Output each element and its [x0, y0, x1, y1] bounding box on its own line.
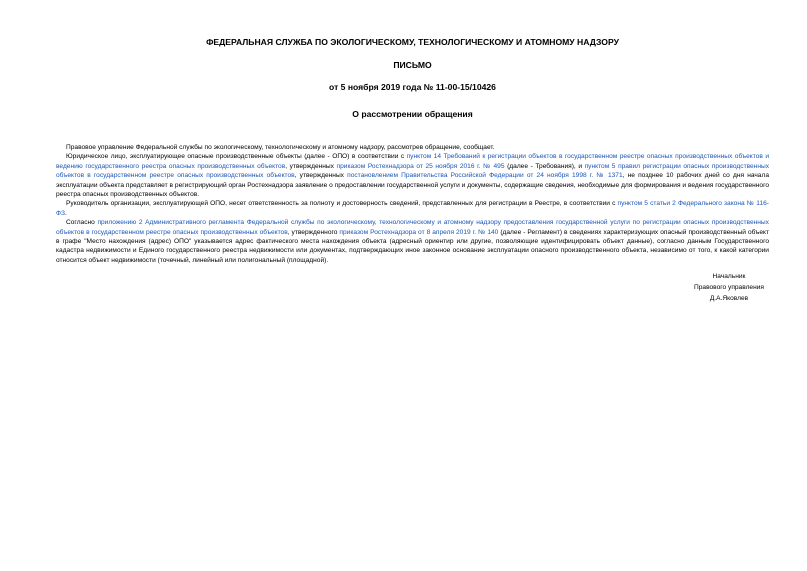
- paragraph-2: [56, 152, 769, 199]
- signature-title: Начальник: [712, 273, 746, 281]
- text: , утвержденных: [294, 172, 348, 180]
- link-resolution-1371[interactable]: постановлением Правительства Российской Федерации от 24 ноября 1998 г. № 1371: [347, 172, 623, 180]
- signature-block: [689, 271, 769, 304]
- text: Юридическое лицо, эксплуатирующее опасные производственные объекты (далее - ОПО) в соответствии с: [66, 153, 407, 161]
- signature-name: Д.А.Яковлев: [709, 295, 749, 303]
- text: (далее - Требования), и: [504, 162, 585, 170]
- signature-department: Правового управления: [694, 284, 764, 292]
- link-order-495[interactable]: приказом Ростехнадзора от 25 ноября 2016 г. № 495: [336, 162, 505, 170]
- document-subject: О рассмотрении обращения: [352, 109, 473, 119]
- link-regulation-annex2[interactable]: приложению 2 Административного регламента Федеральной службы по экологическому, технологическому и атомному надзору предоставления государственной услуги по регистрации опасных производственных объектов в государственном реестре опасных производственных объектов: [56, 219, 769, 236]
- text: , утвержденного: [287, 228, 340, 236]
- link-rules-p5[interactable]: пунктом 5 правил регистрации опасных производственных объектов в государственном реестре опасных производственных объектов: [56, 162, 769, 180]
- paragraph-1: Правовое управление Федеральной службы по экологическому, технологическому и атомному надзору, рассмотрев обращение, сообщает.: [66, 144, 495, 151]
- text: Руководитель организации, эксплуатирующей ОПО, несет ответственность за полноту и достоверность сведений, представленных для регистрации в Реестре, в соответствии с: [66, 200, 618, 208]
- text: .: [65, 209, 67, 217]
- link-law-116fz[interactable]: пунктом 5 статьи 2 Федерального закона № 116-ФЗ: [56, 200, 770, 217]
- text: , не позднее 10 рабочих дней со дня начала эксплуатации объекта представляет в регистрирующий орган Ростехнадзора заявление о предоставлении государственной услуги и документы, содержащие сведения, необходимые для формирования и ведения государственного реестра опасных производственных объектов.: [56, 172, 769, 199]
- link-requirements-p14[interactable]: пунктом 14 Требований к регистрации объектов в государственном реестре опасных производственных объектов и ведению государственного реестра опасных производственных объектов: [56, 153, 769, 170]
- document-type: ПИСЬМО: [393, 60, 432, 70]
- text: , утвержденных: [285, 162, 337, 170]
- paragraph-3: [56, 199, 769, 218]
- letter-body: [56, 143, 769, 265]
- paragraph-4: [56, 218, 769, 265]
- link-order-140[interactable]: приказом Ростехнадзора от 8 апреля 2019 г. № 140: [339, 228, 499, 236]
- text: (далее - Регламент) в сведениях характеризующих опасный производственный объект в графе "Место нахождения (адрес) ОПО" указывается адрес фактического места нахождения объекта (адресный ориентир или другие, позволяющие идентифицировать объект данные), согласно данным Государственного кадастра недвижимости и Единого государственного реестра недвижимости или документах, подтверждающих иное законное основание эксплуатации опасного производственного объекта, независимо от того, к какой категории относится объект недвижимости (точечный, линейный или полигональный (площадной).: [56, 228, 769, 264]
- date-number: от 5 ноября 2019 года № 11-00-15/10426: [329, 82, 496, 92]
- text: Согласно: [66, 219, 98, 227]
- agency-title: ФЕДЕРАЛЬНАЯ СЛУЖБА ПО ЭКОЛОГИЧЕСКОМУ, ТЕХНОЛОГИЧЕСКОМУ И АТОМНОМУ НАДЗОРУ: [206, 37, 619, 47]
